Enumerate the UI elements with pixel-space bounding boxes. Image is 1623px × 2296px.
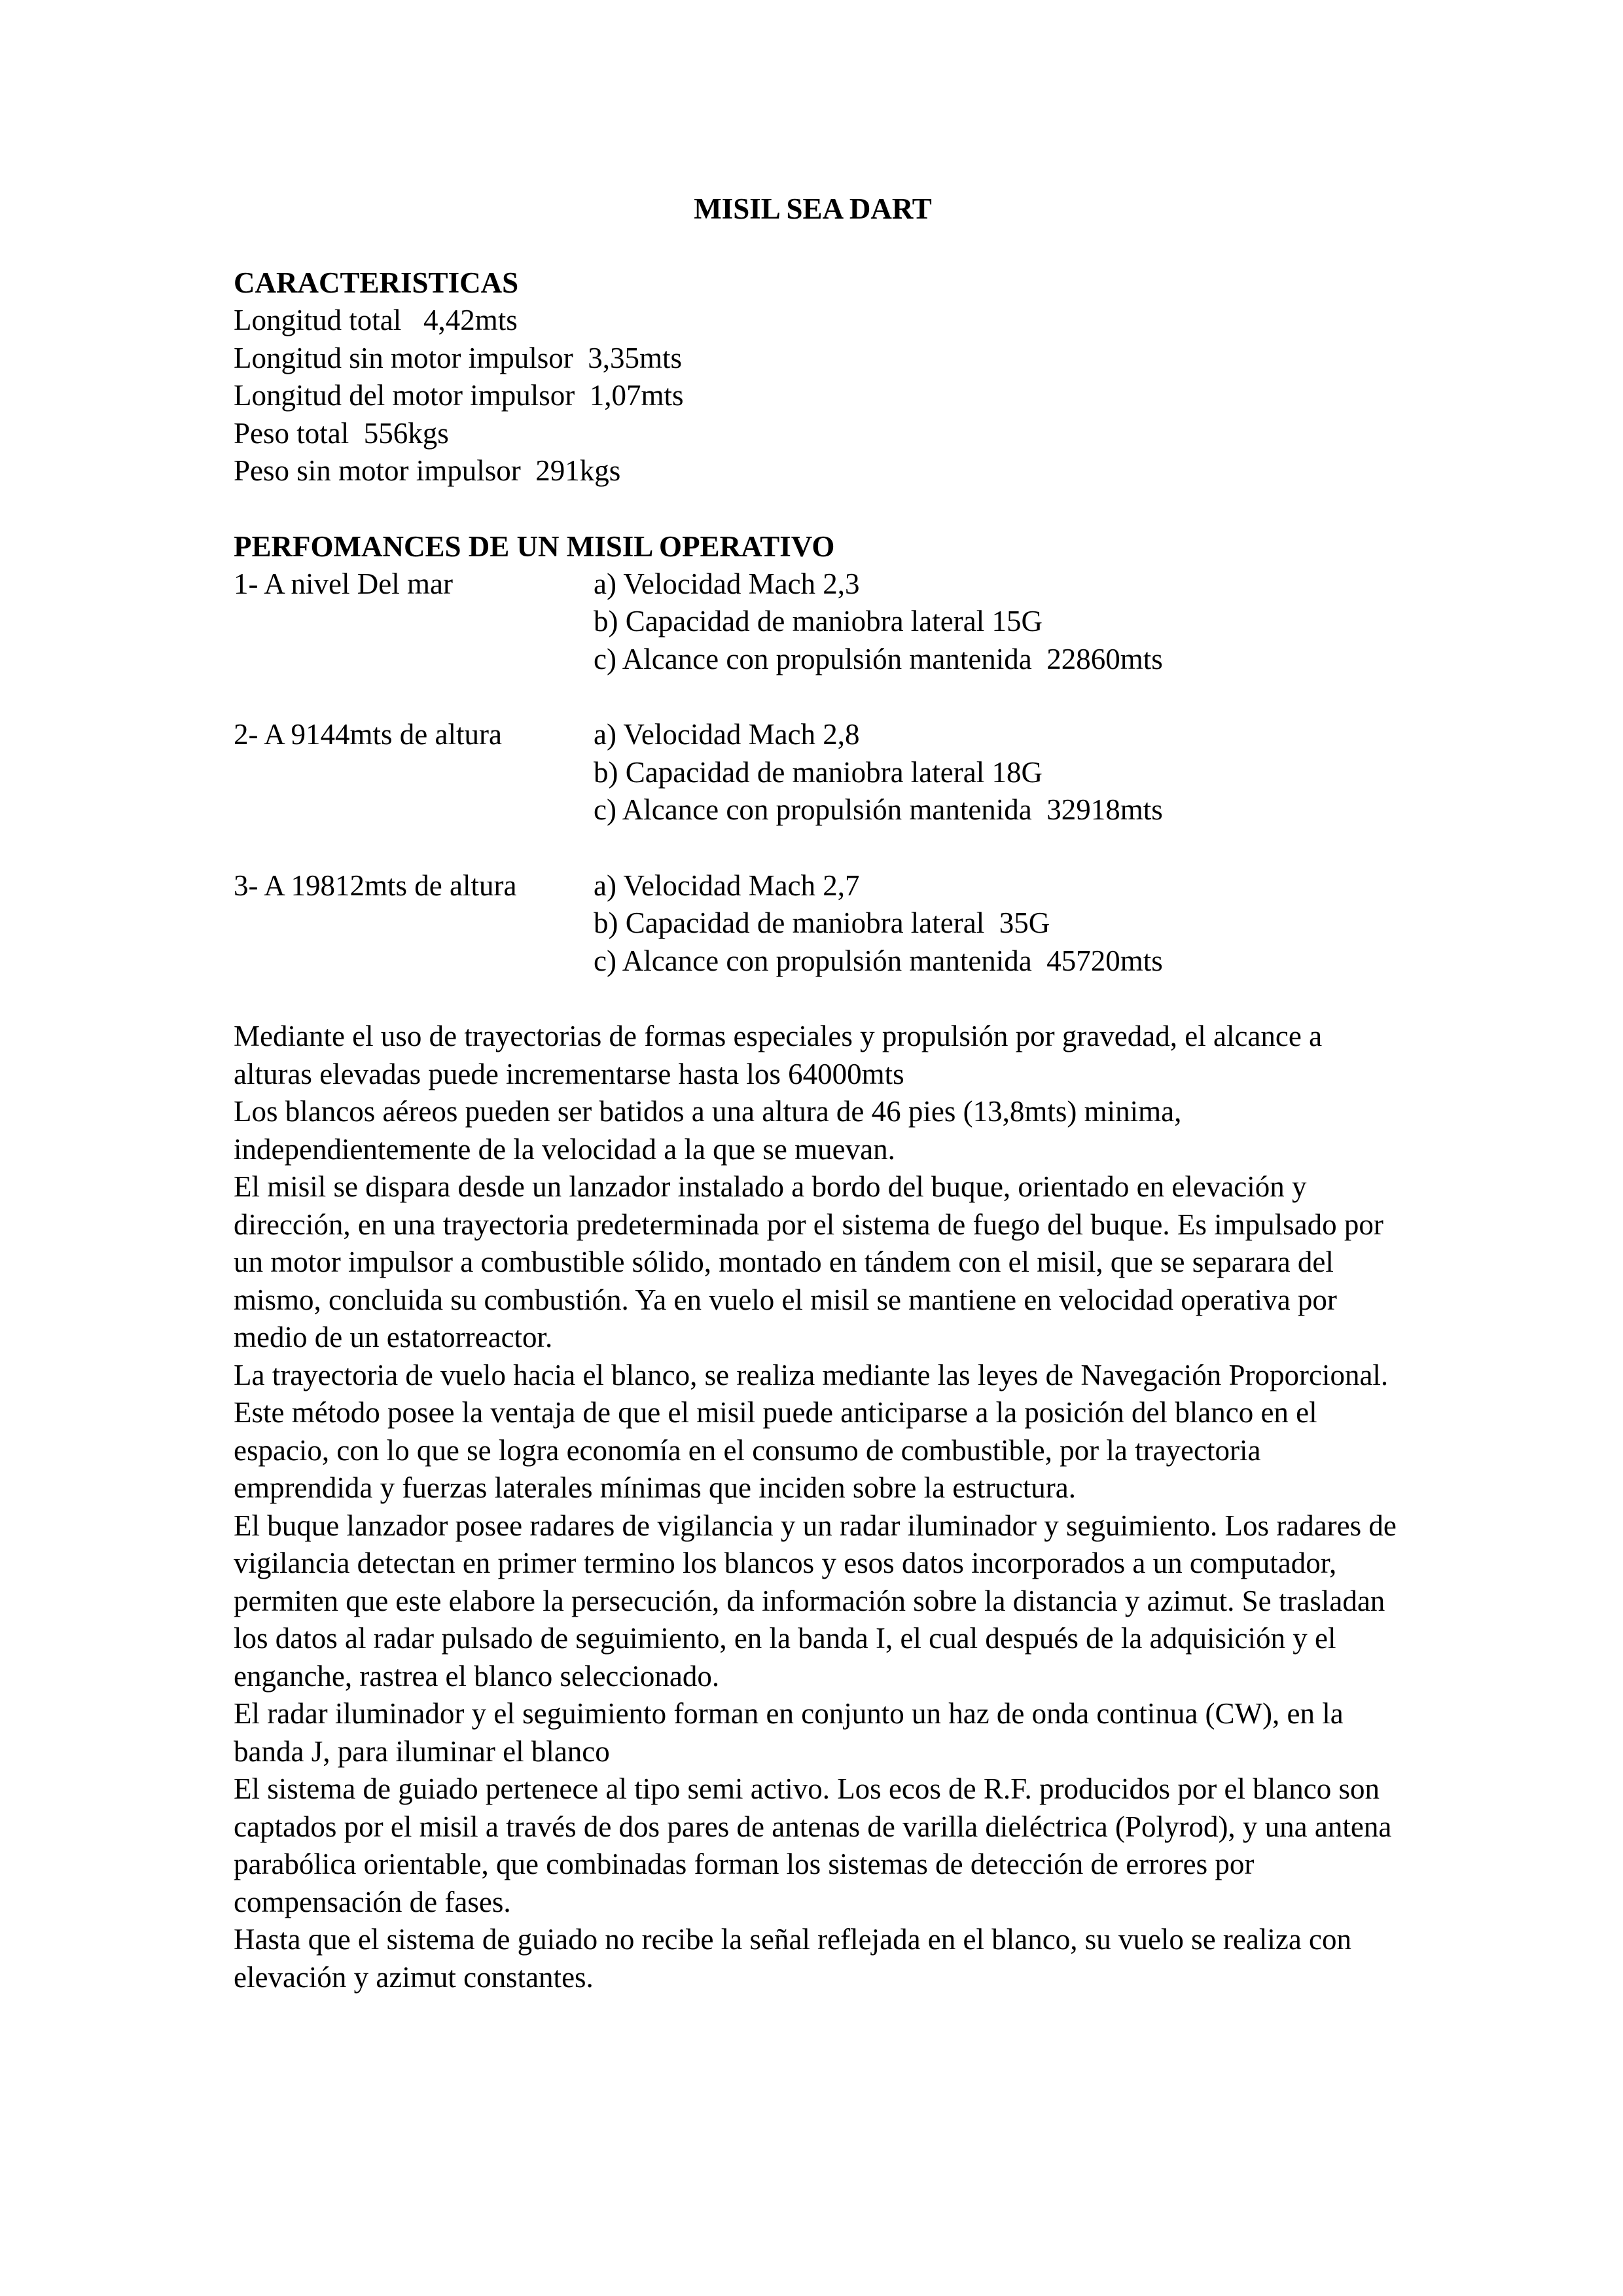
spec-total-length: Longitud total 4,42mts [234,304,518,336]
performance-group-sea-level [234,565,1412,679]
performance-label: 3- A 19812mts de altura [234,869,517,902]
spec-weight-without-booster: Peso sin motor impulsor 291kgs [234,454,621,487]
paragraph-minimum-altitude: Los blancos aéreos pueden ser batidos a una altura de 46 pies (13,8mts) minima, independientemente de la velocidad a la que se muevan. [234,1095,1182,1166]
paragraph-radars: El buque lanzador posee radares de vigilancia y un radar iluminador y seguimiento. Los radares de vigilancia detectan en primer termino los blancos y esos datos incorporados a un computador, permiten que este elabore la persecución, da información sobre la distancia y azimut. Se trasladan los datos al radar pulsado de seguimiento, en la banda I, el cual después de la adquisición y el enganche, rastrea el blanco seleccionado. [234,1509,1397,1693]
performance-speed: a) Velocidad Mach 2,8 [594,718,860,751]
characteristics-list [234,302,1412,490]
performance-label-spacer [234,905,594,942]
paragraph-illuminator: El radar iluminador y el seguimiento forman en conjunto un haz de onda continua (CW), en la banda J, para iluminar el blanco [234,1697,1344,1768]
performance-label-spacer [234,754,594,792]
performance-speed: a) Velocidad Mach 2,3 [594,567,860,600]
paragraph-navigation: La trayectoria de vuelo hacia el blanco, se realiza mediante las leyes de Navegación Proporcional. Este método posee la ventaja de que el misil puede anticiparse a la posición del blanco en el espacio, con lo que se logra economía en el consumo de combustible, por la trayectoria emprendida y fuerzas laterales mínimas que inciden sobre la estructura. [234,1358,1389,1504]
performance-group-9144m [234,716,1412,829]
performance-range: c) Alcance con propulsión mantenida 45720mts [594,944,1163,977]
paragraph-range-extension: Mediante el uso de trayectorias de formas especiales y propulsión por gravedad, el alcance a alturas elevadas puede incrementarse hasta los 64000mts [234,1020,1323,1090]
performance-row [234,565,1412,603]
paragraph-launch: El misil se dispara desde un lanzador instalado a bordo del buque, orientado en elevación y dirección, en una trayectoria predeterminada por el sistema de fuego del buque. Es impulsado por un motor impulsor a combustible sólido, montado en tándem con el misil, que se separara del mismo, concluida su combustión. Ya en vuelo el misil se mantiene en velocidad operativa por medio de un estatorreactor. [234,1170,1383,1354]
spec-total-weight: Peso total 556kgs [234,416,449,450]
characteristics-heading: CARACTERISTICAS [234,266,519,299]
performance-label: 1- A nivel Del mar [234,567,453,600]
spec-booster-length: Longitud del motor impulsor 1,07mts [234,379,684,412]
performance-row [234,867,1412,905]
performance-group-19812m [234,867,1412,980]
performance-row [234,791,1412,829]
performance-row [234,754,1412,792]
performance-maneuver: b) Capacidad de maniobra lateral 15G [594,605,1043,637]
performance-row [234,905,1412,942]
performance-maneuver: b) Capacidad de maniobra lateral 18G [594,755,1043,789]
performance-range: c) Alcance con propulsión mantenida 32918mts [594,793,1163,826]
performance-label-spacer [234,791,594,829]
performance-range: c) Alcance con propulsión mantenida 22860mts [594,642,1163,675]
performance-row [234,603,1412,641]
performance-row [234,942,1412,980]
performance-row [234,716,1412,754]
document-page [234,190,1412,1996]
performance-speed: a) Velocidad Mach 2,7 [594,869,860,902]
performance-label-spacer [234,641,594,679]
performance-label-spacer [234,603,594,641]
document-title: MISIL SEA DART [694,192,932,225]
performance-label: 2- A 9144mts de altura [234,718,502,751]
performance-label-spacer [234,942,594,980]
paragraph-guidance: El sistema de guiado pertenece al tipo semi activo. Los ecos de R.F. producidos por el blanco son captados por el misil a través de dos pares de antenas de varilla dieléctrica (Polyrod), y una antena parabólica orientable, que combinadas forman los sistemas de detección de errores por compensación de fases. [234,1772,1392,1918]
performance-heading: PERFOMANCES DE UN MISIL OPERATIVO [234,529,835,563]
body-text [234,1018,1405,1996]
spec-length-without-booster: Longitud sin motor impulsor 3,35mts [234,341,683,374]
performance-row [234,641,1412,679]
performance-maneuver: b) Capacidad de maniobra lateral 35G [594,906,1050,939]
paragraph-flight: Hasta que el sistema de guiado no recibe la señal reflejada en el blanco, su vuelo se realiza con elevación y azimut constantes. [234,1923,1352,1994]
